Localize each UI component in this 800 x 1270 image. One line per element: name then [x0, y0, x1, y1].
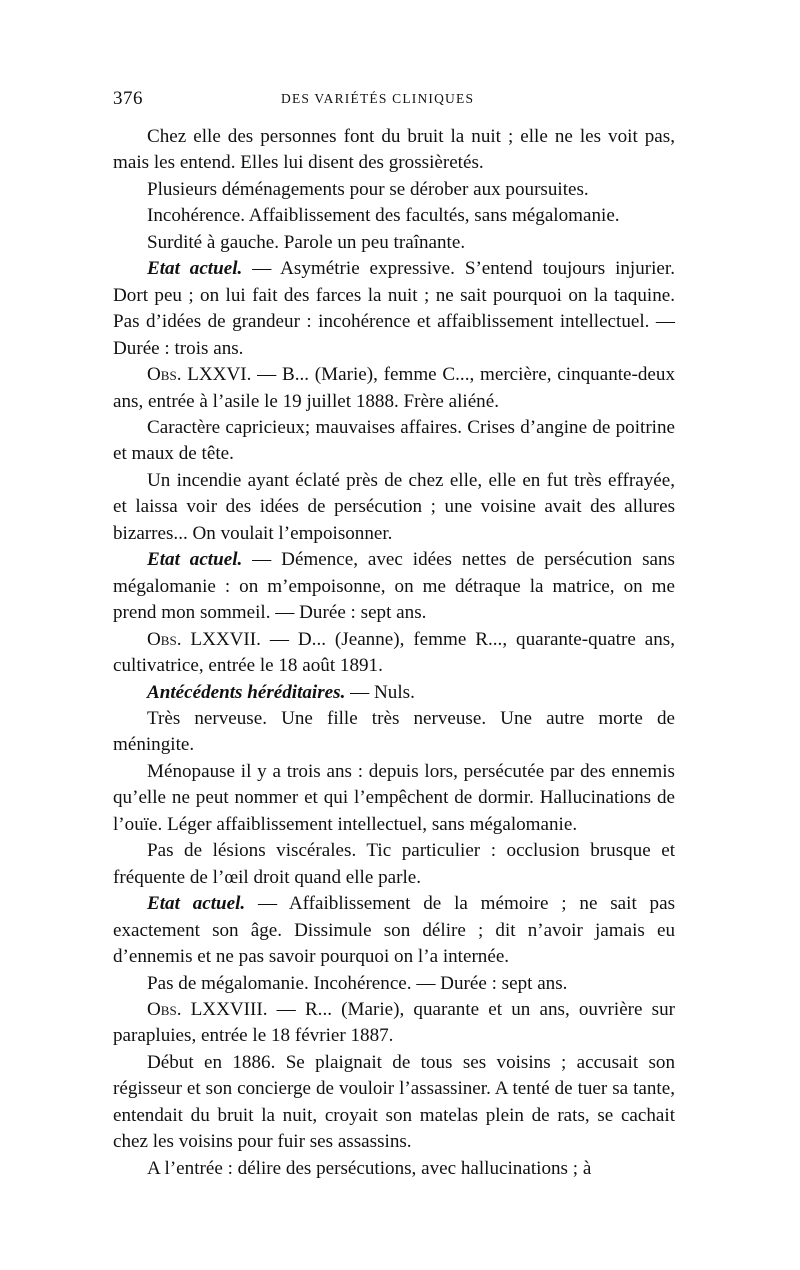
paragraph: Etat actuel. — Asymétrie expressive. S’entend toujours injurier. Dort peu ; on lui fait des farces la nuit ; ne sait pourquoi on la taquine. Pas d’idées de grandeur : incohérence et affaiblissement intellectuel. — Durée : trois ans. [113, 258, 675, 359]
page-header [113, 88, 673, 112]
paragraph: Obs. LXXVIII. — R... (Marie), quarante et un ans, ouvrière sur parapluies, entrée le 18 février 1887. [113, 998, 675, 1047]
paragraph: Caractère capricieux; mauvaises affaires. Crises d’angine de poitrine et maux de tête. [113, 416, 675, 465]
paragraph: Incohérence. Affaiblissement des facultés, sans mégalomanie. [147, 205, 620, 227]
paragraph: Très nerveuse. Une fille très nerveuse. Une autre morte de méningite. [113, 707, 675, 756]
paragraph: Chez elle des personnes font du bruit la nuit ; elle ne les voit pas, mais les entend. Elles lui disent des grossièretés. [113, 126, 675, 174]
section-label: Etat actuel. [147, 258, 243, 280]
paragraph: Etat actuel. — Affaiblissement de la mémoire ; ne sait pas exactement son âge. Dissimule son délire ; dit n’avoir jamais eu d’ennemis et ne pas savoir pourquoi on l’a internée. [113, 893, 675, 968]
section-label: Etat actuel. [147, 549, 243, 571]
body-text [113, 124, 675, 1182]
paragraph: Surdité à gauche. Parole un peu traînante. [147, 231, 466, 253]
section-label: Antécédents héréditaires. [147, 681, 346, 703]
page-number: 376 [113, 88, 143, 109]
observation-number: Obs. LXXVI. [147, 364, 252, 386]
paragraph: Plusieurs déménagements pour se dérober aux poursuites. [147, 178, 589, 200]
running-title: DES VARIÉTÉS CLINIQUES [281, 91, 475, 106]
observation-number: Obs. LXXVII. [147, 628, 261, 650]
paragraph: Ménopause il y a trois ans : depuis lors, persécutée par des ennemis qu’elle ne peut nommer et qui l’empêchent de dormir. Hallucinations de l’ouïe. Léger affaiblissement intellectuel, sans mégalomanie. [113, 760, 675, 835]
paragraph: Obs. LXXVII. — D... (Jeanne), femme R..., quarante-quatre ans, cultivatrice, entrée le 18 août 1891. [113, 628, 675, 677]
paragraph: Obs. LXXVI. — B... (Marie), femme C..., mercière, cinquante-deux ans, entrée à l’asile le 19 juillet 1888. Frère aliéné. [113, 364, 675, 412]
paragraph: Etat actuel. — Démence, avec idées nettes de persécution sans mégalomanie : on m’empoisonne, on me détraque la matrice, on me prend mon sommeil. — Durée : sept ans. [113, 549, 675, 624]
paragraph: Antécédents héréditaires. — Nuls. [147, 681, 415, 703]
observation-number: Obs. LXXVIII. [147, 998, 268, 1020]
section-label: Etat actuel. [147, 893, 246, 915]
paragraph: Pas de lésions viscérales. Tic particulier : occlusion brusque et fréquente de l’œil droit quand elle parle. [113, 840, 675, 888]
paragraph: Pas de mégalomanie. Incohérence. — Durée : sept ans. [147, 972, 568, 994]
paragraph: Un incendie ayant éclaté près de chez elle, elle en fut très effrayée, et laissa voir des idées de persécution ; une voisine avait des allures bizarres... On voulait l’empoisonner. [113, 469, 675, 544]
paragraph: Début en 1886. Se plaignait de tous ses voisins ; accusait son régisseur et son concierge de vouloir l’assassiner. A tenté de tuer sa tante, entendait du bruit la nuit, croyait son matelas plein de rats, se cachait chez les voisins pour fuir ses assassins. [113, 1051, 675, 1153]
paragraph: A l’entrée : délire des persécutions, avec hallucinations ; à [147, 1157, 592, 1179]
